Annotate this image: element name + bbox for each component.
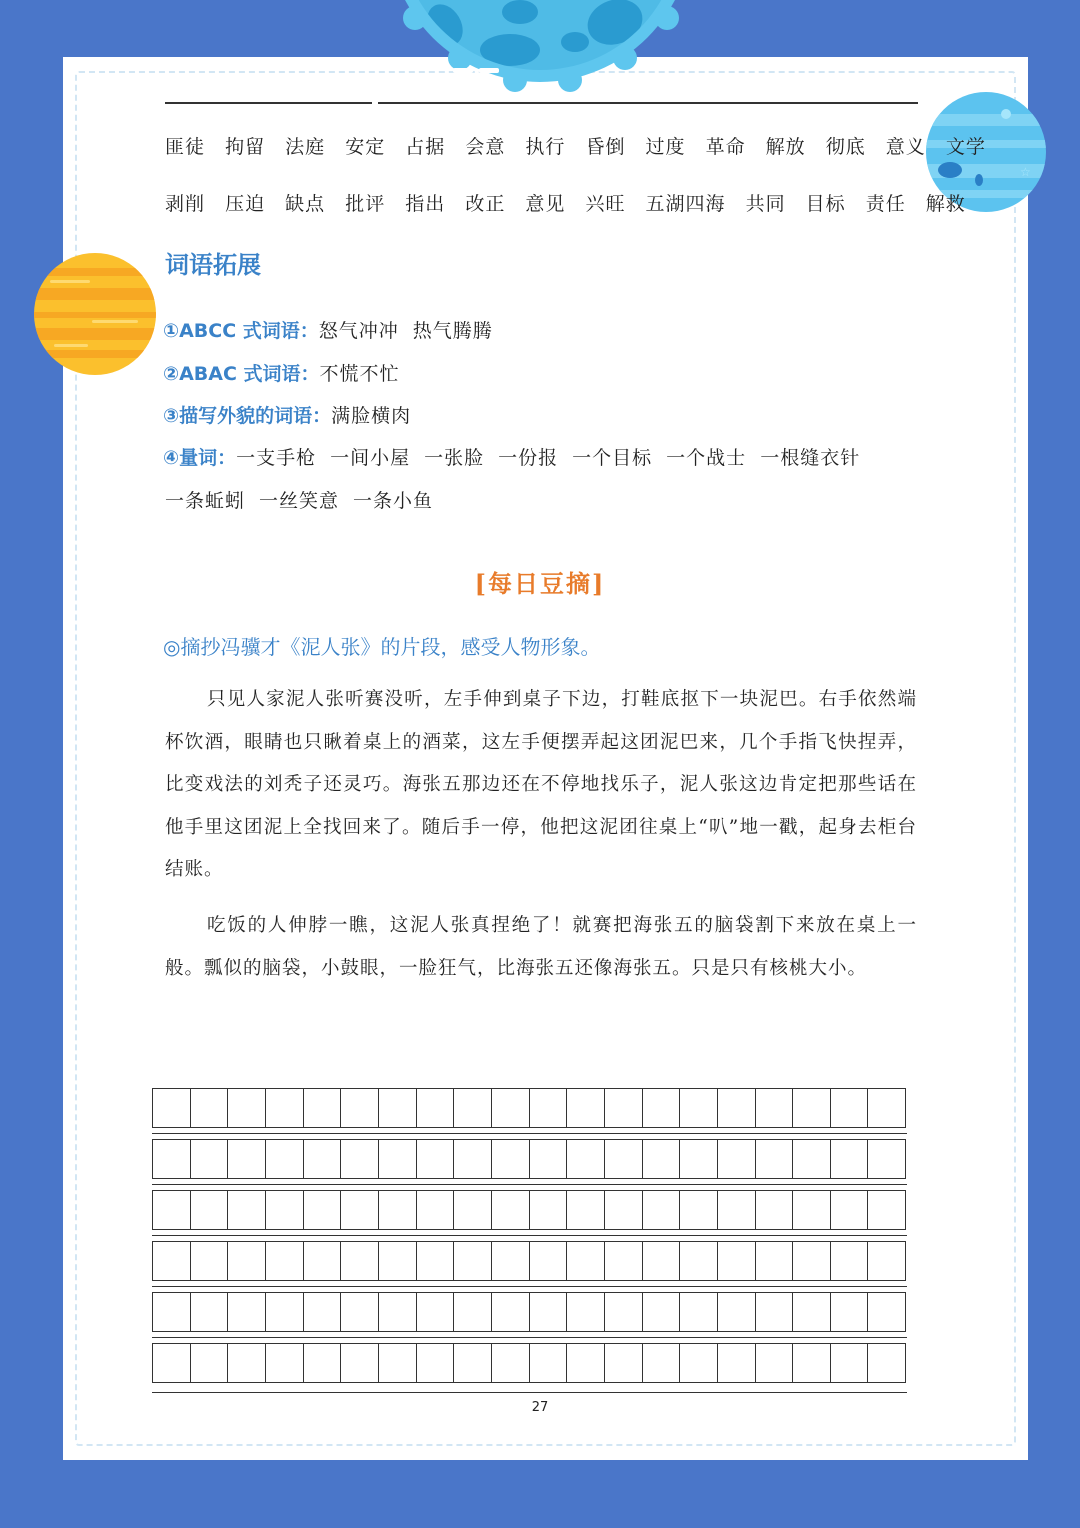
writing-cell[interactable] <box>492 1293 530 1331</box>
writing-cell[interactable] <box>228 1089 266 1127</box>
writing-cell[interactable] <box>793 1089 831 1127</box>
extension-word: 一条小鱼 <box>353 490 434 512</box>
vocab-word: 兴旺 <box>585 193 626 215</box>
vocab-word: 安定 <box>345 136 386 158</box>
vocab-word: 缺点 <box>285 193 326 215</box>
writing-cell[interactable] <box>304 1089 342 1127</box>
writing-cell[interactable] <box>492 1140 530 1178</box>
extension-label: ④量词： <box>163 447 237 469</box>
writing-cell[interactable] <box>417 1140 455 1178</box>
writing-cell[interactable] <box>756 1344 794 1382</box>
writing-cell[interactable] <box>228 1242 266 1280</box>
daily-excerpt-title: [每日豆摘] <box>474 569 606 598</box>
writing-cell[interactable] <box>605 1242 643 1280</box>
writing-cell[interactable] <box>266 1089 304 1127</box>
writing-cell[interactable] <box>266 1140 304 1178</box>
writing-cell[interactable] <box>567 1140 605 1178</box>
writing-cell[interactable] <box>153 1344 191 1382</box>
writing-cell[interactable] <box>831 1089 869 1127</box>
vocab-word: 指出 <box>405 193 446 215</box>
writing-cell[interactable] <box>868 1191 905 1229</box>
writing-cell[interactable] <box>379 1344 417 1382</box>
writing-cell[interactable] <box>793 1293 831 1331</box>
writing-cell[interactable] <box>756 1140 794 1178</box>
writing-cell[interactable] <box>530 1242 568 1280</box>
writing-cell[interactable] <box>793 1242 831 1280</box>
vocab-word: 责任 <box>865 193 906 215</box>
vocab-word: 彻底 <box>825 136 866 158</box>
vocab-word: 占据 <box>405 136 446 158</box>
writing-cell[interactable] <box>153 1140 191 1178</box>
writing-cell[interactable] <box>454 1089 492 1127</box>
extension-word: 一根缝衣针 <box>760 447 861 469</box>
writing-cell[interactable] <box>868 1089 905 1127</box>
extension-word: 一条蚯蚓 <box>165 490 246 512</box>
writing-cell[interactable] <box>454 1293 492 1331</box>
vocab-word: 过度 <box>645 136 686 158</box>
vocab-word: 会意 <box>465 136 506 158</box>
writing-cell[interactable] <box>304 1242 342 1280</box>
svg-text:☆: ☆ <box>1020 165 1031 179</box>
extension-label: ②ABAC 式词语： <box>163 363 320 385</box>
extension-item-abcc <box>163 316 507 343</box>
vocab-word: 意见 <box>525 193 566 215</box>
excerpt-paragraph-2: 吃饭的人伸脖一瞧，这泥人张真捏绝了！就赛把海张五的脑袋割下来放在桌上一般。瓢似的脑袋，小鼓眼，一脸狂气，比海张五还像海张五。只是只有核桃大小。 <box>165 915 917 979</box>
writing-cell[interactable] <box>756 1242 794 1280</box>
vocab-word: 昏倒 <box>585 136 626 158</box>
writing-cell[interactable] <box>266 1344 304 1382</box>
writing-cell[interactable] <box>718 1293 756 1331</box>
vocab-word: 文学 <box>945 136 986 158</box>
writing-cell[interactable] <box>304 1293 342 1331</box>
writing-cell[interactable] <box>341 1191 379 1229</box>
writing-cell[interactable] <box>643 1191 681 1229</box>
vocab-row-2 <box>165 189 979 216</box>
grid-row <box>152 1343 906 1383</box>
vocab-word: 法庭 <box>285 136 326 158</box>
writing-cell[interactable] <box>680 1089 718 1127</box>
writing-cell[interactable] <box>756 1089 794 1127</box>
extension-word: 一张脸 <box>424 447 485 469</box>
writing-cell[interactable] <box>868 1293 905 1331</box>
extension-title: 词语拓展 <box>165 251 261 279</box>
writing-cell[interactable] <box>680 1293 718 1331</box>
writing-cell[interactable] <box>605 1344 643 1382</box>
yellow-planet-illustration <box>32 252 158 376</box>
vocab-word: 改正 <box>465 193 506 215</box>
vocab-word: 剥削 <box>165 193 206 215</box>
writing-cell[interactable] <box>680 1191 718 1229</box>
extension-word: 一个战士 <box>666 447 747 469</box>
writing-cell[interactable] <box>643 1293 681 1331</box>
writing-cell[interactable] <box>191 1089 229 1127</box>
writing-cell[interactable] <box>266 1191 304 1229</box>
writing-cell[interactable] <box>153 1242 191 1280</box>
writing-cell[interactable] <box>228 1140 266 1178</box>
writing-cell[interactable] <box>643 1140 681 1178</box>
writing-cell[interactable] <box>680 1242 718 1280</box>
writing-cell[interactable] <box>341 1293 379 1331</box>
writing-cell[interactable] <box>341 1344 379 1382</box>
writing-cell[interactable] <box>718 1089 756 1127</box>
writing-cell[interactable] <box>530 1089 568 1127</box>
excerpt-paragraph-1: 只见人家泥人张听赛没听，左手伸到桌子下边，打鞋底抠下一块泥巴。右手依然端杯饮酒，眼睛也只瞅着桌上的酒菜，这左手便摆弄起这团泥巴来，几个手指飞快捏弄，比变戏法的刘秃子还灵巧。海张五那边还在不停地找乐子，泥人张这边肯定把那些话在他手里这团泥上全找回来了。随后手一停，他把这泥团往桌上“叭”地一戳，起身去柜台结账。 <box>165 689 917 880</box>
writing-cell[interactable] <box>530 1140 568 1178</box>
writing-cell[interactable] <box>228 1191 266 1229</box>
writing-cell[interactable] <box>831 1293 869 1331</box>
writing-cell[interactable] <box>605 1089 643 1127</box>
writing-cell[interactable] <box>379 1191 417 1229</box>
writing-cell[interactable] <box>643 1089 681 1127</box>
writing-cell[interactable] <box>304 1140 342 1178</box>
writing-cell[interactable] <box>492 1089 530 1127</box>
writing-cell[interactable] <box>341 1242 379 1280</box>
writing-cell[interactable] <box>868 1242 905 1280</box>
grid-row <box>152 1190 906 1230</box>
writing-cell[interactable] <box>831 1191 869 1229</box>
page-number: 27 <box>531 1400 549 1415</box>
writing-cell[interactable] <box>266 1242 304 1280</box>
extension-item-abac <box>163 359 414 386</box>
extension-word: 一支手枪 <box>236 447 317 469</box>
writing-cell[interactable] <box>868 1140 905 1178</box>
writing-cell[interactable] <box>793 1140 831 1178</box>
writing-cell[interactable] <box>530 1344 568 1382</box>
writing-cell[interactable] <box>831 1242 869 1280</box>
writing-cell[interactable] <box>756 1293 794 1331</box>
writing-cell[interactable] <box>492 1344 530 1382</box>
writing-cell[interactable] <box>567 1191 605 1229</box>
writing-cell[interactable] <box>492 1191 530 1229</box>
header-rule-left <box>165 102 372 104</box>
vocab-word: 共同 <box>745 193 786 215</box>
writing-cell[interactable] <box>793 1344 831 1382</box>
extension-word: 一间小屋 <box>330 447 411 469</box>
blue-planet-top-illustration <box>375 0 705 108</box>
vocab-word: 批评 <box>345 193 386 215</box>
writing-cell[interactable] <box>530 1293 568 1331</box>
writing-cell[interactable] <box>417 1089 455 1127</box>
writing-cell[interactable] <box>417 1293 455 1331</box>
writing-cell[interactable] <box>266 1293 304 1331</box>
writing-cell[interactable] <box>379 1293 417 1331</box>
writing-cell[interactable] <box>454 1344 492 1382</box>
extension-word: 热气腾腾 <box>412 320 493 342</box>
writing-cell[interactable] <box>191 1191 229 1229</box>
writing-cell[interactable] <box>454 1191 492 1229</box>
writing-cell[interactable] <box>718 1344 756 1382</box>
writing-cell[interactable] <box>530 1191 568 1229</box>
writing-cell[interactable] <box>379 1242 417 1280</box>
extension-word: 一个目标 <box>572 447 653 469</box>
extension-word: 一丝笑意 <box>259 490 340 512</box>
extension-label: ③描写外貌的词语： <box>163 405 332 427</box>
writing-cell[interactable] <box>153 1191 191 1229</box>
writing-cell[interactable] <box>379 1140 417 1178</box>
writing-cell[interactable] <box>341 1089 379 1127</box>
writing-cell[interactable] <box>868 1344 905 1382</box>
grid-row <box>152 1139 906 1179</box>
extension-label: ①ABCC 式词语： <box>163 320 319 342</box>
writing-cell[interactable] <box>718 1140 756 1178</box>
writing-cell[interactable] <box>605 1191 643 1229</box>
grid-row <box>152 1292 906 1332</box>
vocab-word: 执行 <box>525 136 566 158</box>
vocab-word: 解放 <box>765 136 806 158</box>
writing-cell[interactable] <box>191 1242 229 1280</box>
vocab-word: 目标 <box>805 193 846 215</box>
writing-cell[interactable] <box>831 1344 869 1382</box>
writing-cell[interactable] <box>567 1089 605 1127</box>
writing-cell[interactable] <box>756 1191 794 1229</box>
vocab-word: 压迫 <box>225 193 266 215</box>
writing-cell[interactable] <box>191 1344 229 1382</box>
extension-word: 一份报 <box>498 447 559 469</box>
extension-measure-words-continued <box>165 486 447 513</box>
writing-cell[interactable] <box>153 1089 191 1127</box>
extension-word: 满脸横肉 <box>331 405 412 427</box>
writing-cell[interactable] <box>718 1191 756 1229</box>
writing-cell[interactable] <box>304 1344 342 1382</box>
vocab-word: 革命 <box>705 136 746 158</box>
daily-excerpt-instruction: ◎摘抄冯骥才《泥人张》的片段，感受人物形象。 <box>163 635 601 659</box>
writing-cell[interactable] <box>605 1293 643 1331</box>
vocab-word: 五湖四海 <box>645 193 726 215</box>
writing-cell[interactable] <box>228 1344 266 1382</box>
writing-cell[interactable] <box>492 1242 530 1280</box>
extension-item-appearance <box>163 401 425 428</box>
vocab-word: 解救 <box>925 193 966 215</box>
vocab-row-1 <box>165 132 999 159</box>
writing-cell[interactable] <box>417 1191 455 1229</box>
writing-cell[interactable] <box>153 1293 191 1331</box>
vocab-word: 匪徒 <box>165 136 206 158</box>
writing-cell[interactable] <box>793 1191 831 1229</box>
writing-cell[interactable] <box>567 1293 605 1331</box>
writing-cell[interactable] <box>718 1242 756 1280</box>
writing-cell[interactable] <box>454 1242 492 1280</box>
writing-cell[interactable] <box>191 1140 229 1178</box>
writing-cell[interactable] <box>417 1242 455 1280</box>
writing-cell[interactable] <box>831 1140 869 1178</box>
writing-cell[interactable] <box>567 1344 605 1382</box>
writing-cell[interactable] <box>454 1140 492 1178</box>
vocab-word: 意义 <box>885 136 926 158</box>
writing-cell[interactable] <box>643 1344 681 1382</box>
writing-cell[interactable] <box>341 1140 379 1178</box>
header-rule-right <box>378 102 918 104</box>
writing-cell[interactable] <box>680 1140 718 1178</box>
writing-cell[interactable] <box>191 1293 229 1331</box>
vocab-word: 拘留 <box>225 136 266 158</box>
writing-cell[interactable] <box>643 1242 681 1280</box>
writing-cell[interactable] <box>680 1344 718 1382</box>
grid-row <box>152 1088 906 1128</box>
writing-cell[interactable] <box>605 1140 643 1178</box>
writing-cell[interactable] <box>228 1293 266 1331</box>
grid-row <box>152 1241 906 1281</box>
writing-cell[interactable] <box>567 1242 605 1280</box>
writing-cell[interactable] <box>379 1089 417 1127</box>
writing-cell[interactable] <box>304 1191 342 1229</box>
writing-cell[interactable] <box>417 1344 455 1382</box>
extension-item-measure-words <box>163 443 874 470</box>
writing-grid <box>152 1088 906 1383</box>
extension-word: 不慌不忙 <box>319 363 400 385</box>
extension-word: 怒气冲冲 <box>318 320 399 342</box>
